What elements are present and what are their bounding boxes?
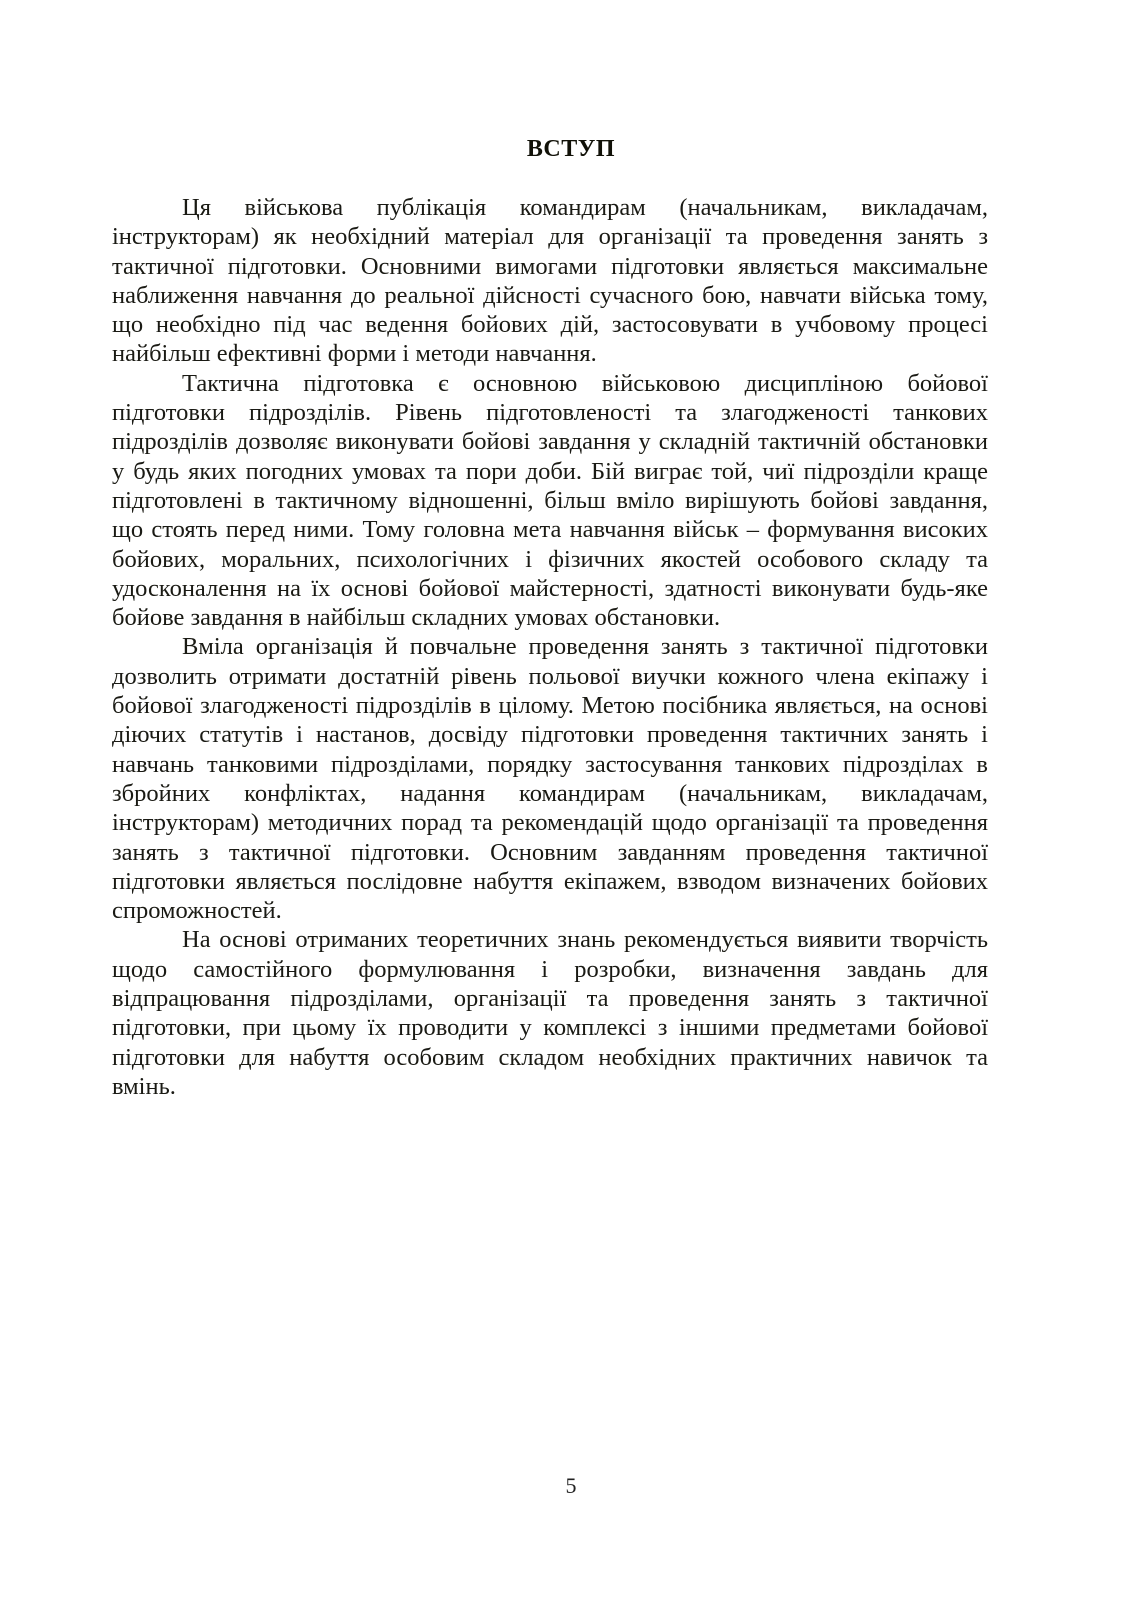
body-text: [112, 193, 988, 1101]
section-title: ВСТУП: [526, 136, 616, 162]
page-number: 5: [565, 1473, 577, 1498]
paragraph-2: Тактична підготовка є основною військовою дисципліною бойової підготовки підрозділів. Рівень підготовленості та злагодженості танкових підрозділів дозволяє виконувати бойові завдання у складній тактичній обстановки у будь яких погодних умовах та пори доби. Бій виграє той, чиї підрозділи краще підготовлені в тактичному відношенні, більш вміло вирішують бойові завдання, що стоять перед ними. Тому головна мета навчання військ – формування високих бойових, моральних, психологічних і фізичних якостей особового складу та удосконалення на їх основі бойової майстерності, здатності виконувати будь-яке бойове завдання в найбільш складних умовах обстановки.: [112, 369, 988, 632]
paragraph-4: На основі отриманих теоретичних знань рекомендується виявити творчість щодо самостійного формулювання і розробки, визначення завдань для відпрацювання підрозділами, організації та проведення занять з тактичної підготовки, при цьому їх проводити у комплексі з іншими предметами бойової підготовки для набуття особовим складом необхідних практичних навичок та вмінь.: [112, 926, 988, 1100]
paragraph-1: Ця військова публікація командирам (начальникам, викладачам, інструкторам) як необхідний матеріал для організації та проведення занять з тактичної підготовки. Основними вимогами підготовки являється максимальне наближення навчання до реальної дійсності сучасного бою, навчати війська тому, що необхідно під час ведення бойових дій, застосовувати в учбовому процесі найбільш ефективні форми і методи навчання.: [112, 194, 988, 368]
paragraph-3: Вміла організація й повчальне проведення занять з тактичної підготовки дозволить отримати достатній рівень польової виучки кожного члена екіпажу і бойової злагодженості підрозділів в цілому. Метою посібника являється, на основі діючих статутів і настанов, досвіду підготовки проведення тактичних занять і навчань танковими підрозділами, порядку застосування танкових підрозділах в збройних конфліктах, надання командирам (начальникам, викладачам, інструкторам) методичних порад та рекомендацій щодо організації та проведення занять з тактичної підготовки. Основним завданням проведення тактичної підготовки являється послідовне набуття екіпажем, взводом визначених бойових спроможностей.: [112, 633, 988, 925]
